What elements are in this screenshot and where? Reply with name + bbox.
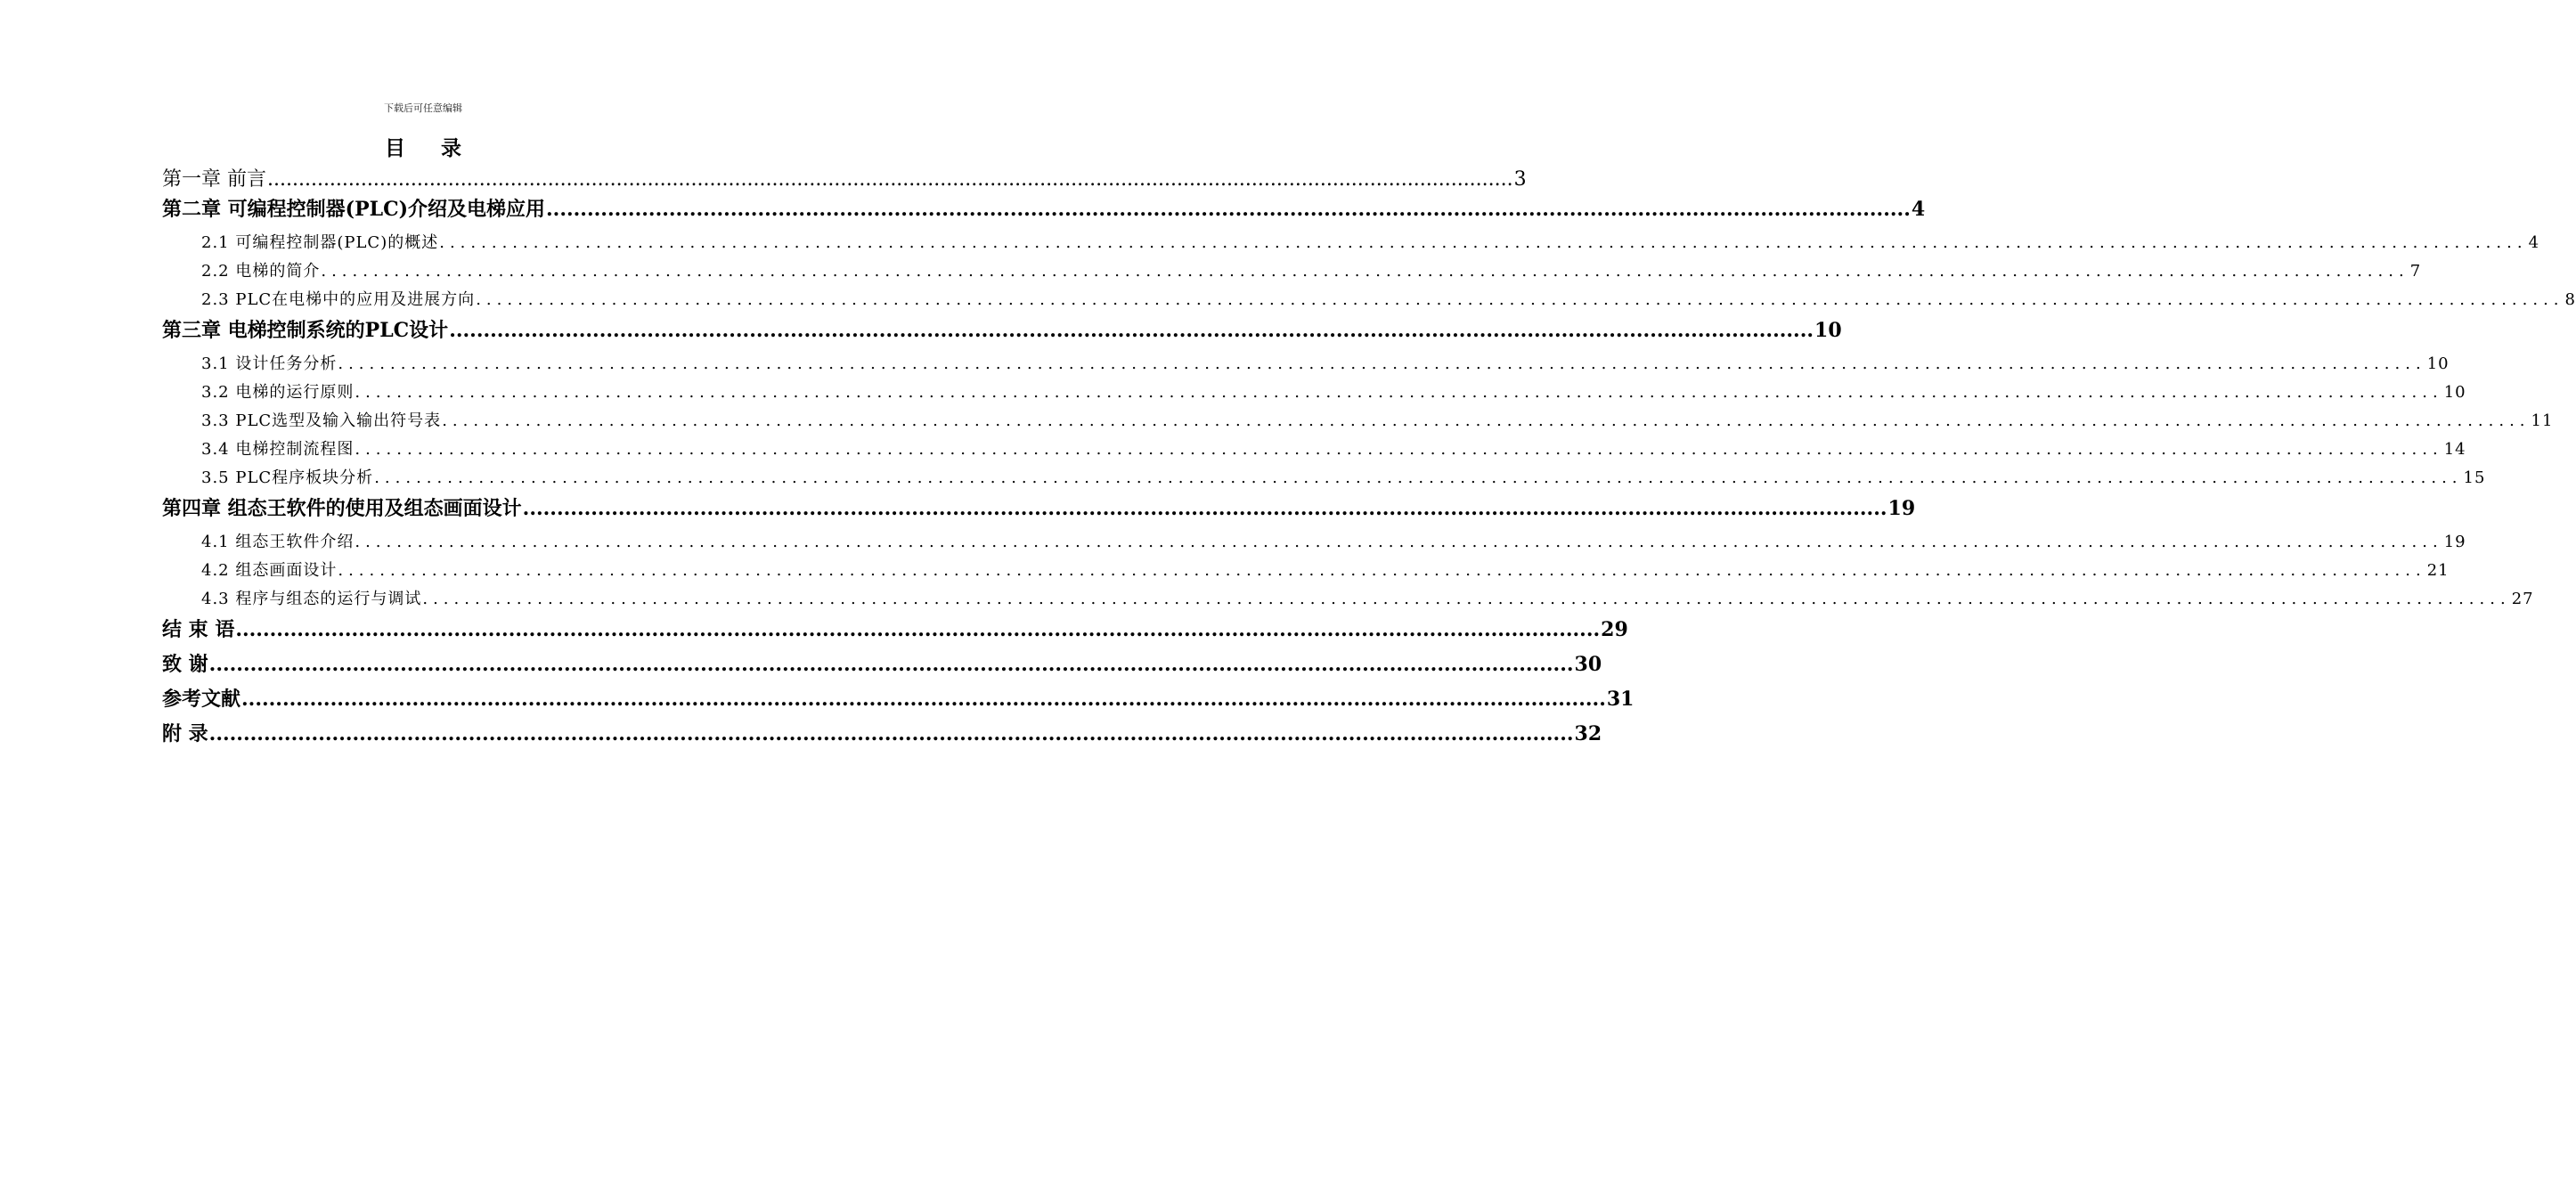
toc-label: 3.5 PLC程序板块分析 [201, 468, 374, 487]
toc-page: 19 [2443, 533, 2466, 551]
toc-label: 3.2 电梯的运行原则 [201, 383, 355, 402]
toc-page: 8 [2564, 290, 2576, 309]
toc-page: 27 [2511, 590, 2534, 608]
toc-label: 第一章 前言 [162, 168, 266, 191]
toc-page: 10 [1814, 319, 1842, 342]
toc-label: 附 录 [162, 722, 208, 745]
toc-leader: ........................................................................................................................................................................................................ [546, 198, 1911, 221]
toc-page: 10 [2443, 383, 2466, 402]
toc-entry[interactable] [162, 615, 1628, 649]
toc-page: 4 [1911, 198, 1926, 221]
toc-entry[interactable] [162, 719, 1602, 753]
toc-page: 14 [2443, 440, 2466, 459]
toc-page: 11 [2531, 411, 2554, 430]
toc-entry[interactable] [162, 194, 1926, 230]
toc-label: 3.1 设计任务分析 [201, 354, 338, 373]
page-title: 目 录 [384, 136, 476, 160]
toc-page: 29 [1601, 618, 1628, 641]
toc-leader: ........................................................................................................................................................................................................ [442, 411, 2531, 430]
toc-leader: ........................................................................................................................................................................................................ [208, 653, 1574, 676]
toc-label: 结 束 语 [162, 618, 235, 641]
toc-label: 2.3 PLC在电梯中的应用及进展方向 [201, 290, 476, 309]
toc-entry[interactable] [162, 465, 2486, 493]
toc-entry[interactable] [162, 230, 2540, 258]
toc-label: 3.4 电梯控制流程图 [201, 440, 355, 459]
toc-entry[interactable] [162, 529, 2466, 558]
toc-entry[interactable] [162, 558, 2450, 586]
toc-entry[interactable] [162, 436, 2466, 465]
toc-entry[interactable] [162, 258, 2422, 287]
toc-page: 30 [1574, 653, 1602, 676]
toc-label: 4.3 程序与组态的运行与调试 [201, 590, 422, 608]
toc-label: 第二章 可编程控制器(PLC)介绍及电梯应用 [162, 198, 546, 221]
toc-leader: ........................................................................................................................................................................................................ [522, 497, 1887, 520]
toc-label: 2.1 可编程控制器(PLC)的概述 [201, 233, 439, 252]
toc-leader: ........................................................................................................................................................................................................ [476, 290, 2564, 309]
toc-entry[interactable] [162, 351, 2450, 379]
toc-leader: ........................................................................................................................................................................................................ [355, 383, 2443, 402]
toc-page: 10 [2426, 354, 2450, 373]
toc-entry[interactable] [162, 493, 1916, 529]
toc-entry[interactable] [162, 586, 2534, 615]
toc-leader: ........................................................................................................................................................................................................ [338, 354, 2426, 373]
toc-label: 致 谢 [162, 653, 208, 676]
toc-label: 2.2 电梯的简介 [201, 262, 321, 281]
toc-page: 4 [2528, 233, 2540, 252]
toc-entry[interactable] [162, 164, 1527, 194]
toc-page: 3 [1513, 168, 1527, 191]
toc-leader: ........................................................................................................................................................................................................ [355, 533, 2443, 551]
toc-entry[interactable] [162, 287, 2576, 315]
toc-page: 32 [1574, 722, 1602, 745]
toc-label: 4.1 组态王软件介绍 [201, 533, 355, 551]
toc-label: 参考文献 [162, 688, 241, 711]
table-of-contents [162, 164, 2576, 753]
toc-label: 第三章 电梯控制系统的PLC设计 [162, 319, 449, 342]
toc-leader: ........................................................................................................................................................................................................ [374, 468, 2463, 487]
toc-label: 第四章 组态王软件的使用及组态画面设计 [162, 497, 522, 520]
toc-page: 15 [2463, 468, 2486, 487]
toc-entry[interactable] [162, 315, 1842, 351]
toc-page: 7 [2409, 262, 2422, 281]
toc-leader: ........................................................................................................................................................................................................ [267, 168, 1513, 191]
toc-leader: ........................................................................................................................................................................................................ [422, 590, 2511, 608]
download-note: 下载后可任意编辑 [384, 102, 462, 114]
toc-leader: ........................................................................................................................................................................................................ [338, 561, 2426, 580]
toc-leader: ........................................................................................................................................................................................................ [355, 440, 2443, 459]
toc-leader: ........................................................................................................................................................................................................ [449, 319, 1814, 342]
toc-entry[interactable] [162, 649, 1602, 684]
toc-leader: ........................................................................................................................................................................................................ [439, 233, 2528, 252]
toc-label: 3.3 PLC选型及输入输出符号表 [201, 411, 442, 430]
toc-label: 4.2 组态画面设计 [201, 561, 338, 580]
toc-entry[interactable] [162, 684, 1634, 719]
toc-page: 31 [1606, 688, 1634, 711]
toc-leader: ........................................................................................................................................................................................................ [241, 688, 1606, 711]
toc-entry[interactable] [162, 408, 2554, 436]
toc-entry[interactable] [162, 379, 2466, 408]
toc-page: 21 [2426, 561, 2450, 580]
toc-leader: ........................................................................................................................................................................................................ [208, 722, 1574, 745]
toc-page: 19 [1887, 497, 1916, 520]
toc-leader: ........................................................................................................................................................................................................ [235, 618, 1601, 641]
toc-leader: ........................................................................................................................................................................................................ [321, 262, 2409, 281]
